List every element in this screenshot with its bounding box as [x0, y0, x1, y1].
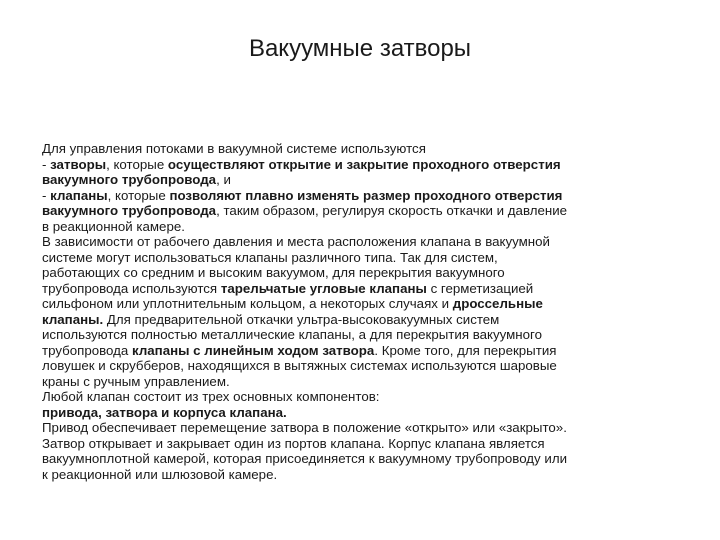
text-segment: системе могут использоваться клапаны различного типа. Так для систем, — [42, 249, 498, 265]
text-segment: вакуумноплотной камерой, которая присоединяется к вакуумному трубопроводу или — [42, 451, 568, 466]
body-line — [42, 188, 702, 204]
body-line — [42, 234, 702, 250]
body-line — [42, 374, 702, 390]
body-line — [42, 389, 702, 405]
text-segment: используются полностью металлические клапаны, а для перекрытия вакуумного — [42, 327, 542, 342]
body-line — [42, 405, 702, 421]
bold-text-segment: затворы — [50, 156, 107, 172]
bold-text-segment: позволяют плавно изменять размер проходного отверстия — [169, 187, 563, 203]
slide-title: Вакуумные затворы — [248, 35, 472, 62]
body-line — [42, 265, 702, 281]
text-segment: Любой клапан состоит из трех основных компонентов: — [42, 389, 380, 404]
text-segment: , которые — [107, 187, 170, 203]
text-segment: трубопровода — [42, 342, 133, 358]
bold-text-segment: осуществляют открытие и закрытие проходного отверстия — [167, 156, 561, 172]
slide-body-text — [42, 141, 702, 482]
bold-text-segment: вакуумного трубопровода — [42, 203, 217, 218]
bold-text-segment: тарельчатые угловые клапаны — [220, 280, 427, 296]
body-line — [42, 296, 702, 312]
bold-text-segment: вакуумного трубопровода — [42, 172, 217, 187]
body-line — [42, 250, 702, 266]
text-segment: Для предварительной откачки ультра-высоковакуумных систем — [103, 311, 500, 327]
bold-text-segment: клапаны — [50, 187, 108, 203]
bold-text-segment: дроссельные — [452, 296, 543, 311]
text-segment: работающих со средним и высоким вакуумом, для перекрытия вакуумного — [42, 265, 505, 280]
bold-text-segment: клапаны. — [42, 311, 104, 327]
text-segment: - — [42, 156, 51, 172]
text-segment: , таким образом, регулируя скорость откачки и давление — [216, 203, 568, 218]
text-segment: ловушек и скрубберов, находящихся в вытяжных системах используются шаровые — [42, 358, 557, 373]
body-line — [42, 281, 702, 297]
body-line — [42, 157, 702, 173]
body-line — [42, 451, 702, 467]
text-segment: , и — [216, 172, 231, 187]
body-line — [42, 141, 702, 157]
text-segment: Привод обеспечивает перемещение затвора в положение «открыто» или «закрыто». — [42, 420, 567, 435]
body-line — [42, 420, 702, 436]
text-segment: . Кроме того, для перекрытия — [374, 342, 557, 358]
text-segment: Затвор открывает и закрывает один из портов клапана. Корпус клапана является — [42, 435, 545, 451]
text-segment: сильфоном или уплотнительным кольцом, а некоторых случаях и — [42, 296, 453, 311]
body-line — [42, 436, 702, 452]
text-segment: в реакционной камере. — [42, 218, 185, 234]
text-segment: трубопровода используются — [42, 280, 221, 296]
text-segment: , которые — [106, 156, 168, 172]
body-line — [42, 327, 702, 343]
body-line — [42, 219, 702, 235]
text-segment: - — [42, 187, 51, 203]
bold-text-segment: привода, затвора и корпуса клапана. — [42, 404, 287, 420]
body-line — [42, 343, 702, 359]
text-segment: В зависимости от рабочего давления и места расположения клапана в вакуумной — [42, 234, 550, 249]
body-line — [42, 467, 702, 483]
body-line — [42, 358, 702, 374]
body-line — [42, 203, 702, 219]
bold-text-segment: клапаны с линейным ходом затвора — [132, 342, 375, 358]
text-segment: к реакционной или шлюзовой камере. — [42, 466, 278, 482]
body-line — [42, 312, 702, 328]
text-segment: Для управления потоками в вакуумной системе используются — [42, 141, 426, 156]
body-line — [42, 172, 702, 188]
text-segment: краны с ручным управлением. — [42, 373, 230, 389]
text-segment: с герметизацией — [426, 280, 534, 296]
